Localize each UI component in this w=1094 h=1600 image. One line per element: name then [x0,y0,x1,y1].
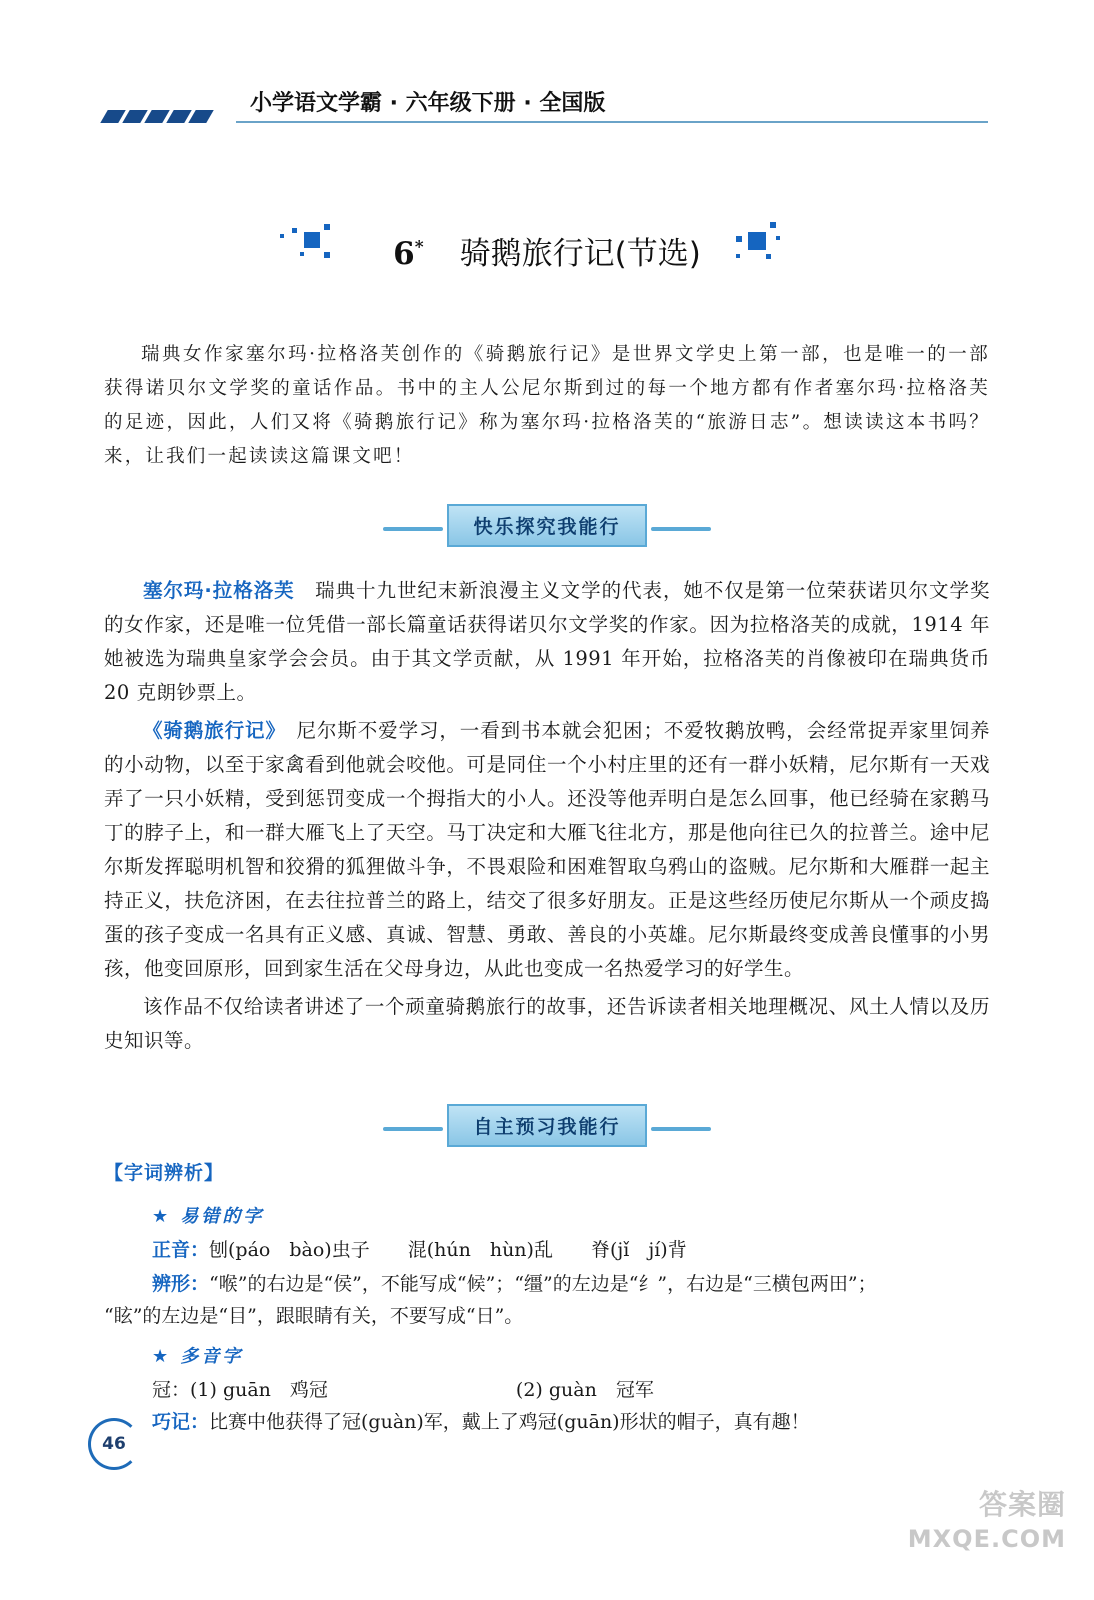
zhengyin-label: 正音： [152,1239,210,1261]
header-title: 小学语文学霸 · 六年级下册 · 全国版 [250,91,606,116]
polyphone-line: 冠：(1) guān 鸡冠 (2) guàn 冠军 [152,1379,654,1401]
lesson-number: 6* [393,236,424,272]
author-paragraph: 塞尔玛·拉格洛芙 瑞典十九世纪末新浪漫主义文学的代表，她不仅是第一位荣获诺贝尔文学奖的女作家，还是唯一位凭借一部长篇童话获得诺贝尔文学奖的作家。因为拉格洛芙的成就，1914 年她被选为瑞典皇家学会会员。由于其文学贡献，从 1991 年开始，拉格洛芙的肖像被印在瑞典货币 20 克朗钞票上。 [104,579,990,704]
banner-preview-label: 自主预习我能行 [447,1104,646,1147]
book-paragraph: 《骑鹅旅行记》 尼尔斯不爱学习，一看到书本就会犯困；不爱牧鹅放鸭，会经常捉弄家里饲养的小动物，以至于家禽看到他就会咬他。可是同住一个小村庄里的还有一群小妖精，尼尔斯有一天戏弄了一只小妖精，受到惩罚变成一个拇指大的小人。还没等他弄明白是怎么回事，他已经骑在家鹅马丁的脖子上，和一群大雁飞上了天空。马丁决定和大雁飞往北方，那是他向往已久的拉普兰。途中尼尔斯发挥聪明机智和狡猾的狐狸做斗争，不畏艰险和困难智取乌鸦山的盗贼。尼尔斯和大雁群一起主持正义，扶危济困，在去往拉普兰的路上，结交了很多好朋友。正是这些经历使尼尔斯从一个顽皮捣蛋的孩子变成一名具有正义感、真诚、智慧、勇敢、善良的小英雄。尼尔斯最终变成善良懂事的小男孩，他变回原形，回到家生活在父母身边，从此也变成一名热爱学习的好学生。 [104,719,990,980]
bianxing-line-2: “眩”的左边是“目”，跟眼睛有关，不要写成“日”。 [104,1305,524,1327]
author-keyword: 塞尔玛·拉格洛芙 [143,579,295,602]
banner-explore [0,504,1094,547]
closing-paragraph: 该作品不仅给读者讲述了一个顽童骑鹅旅行的故事，还告诉读者相关地理概况、风土人情以及历史知识等。 [104,995,990,1052]
page-number: 46 [88,1418,140,1470]
background-section [104,574,990,1058]
intro-paragraph: 瑞典女作家塞尔玛·拉格洛芙创作的《骑鹅旅行记》是世界文学史上第一部，也是唯一的一部获得诺贝尔文学奖的童话作品。书中的主人公尼尔斯到过的每一个地方都有作者塞尔玛·拉格洛芙的足迹，因此，人们又将《骑鹅旅行记》称为塞尔玛·拉格洛芙的“旅游日志”。想读读这本书吗？来，让我们一起读读这篇课文吧！ [104,344,990,467]
qiaoji-label: 巧记： [152,1411,210,1433]
book-keyword: 《骑鹅旅行记》 [143,719,277,742]
header-rule [236,121,988,123]
heading-error-chars: ★ 易错的字 [152,1206,265,1227]
header-decoration [104,108,214,127]
section-title: 【字词辨析】 [104,1162,225,1184]
lesson-title [0,228,1094,273]
banner-preview [0,1104,1094,1147]
bianxing-line: 辨形：“喉”的右边是“侯”，不能写成“候”；“缰”的左边是“纟”，右边是“三横包两田”； [152,1273,877,1295]
qiaoji-line: 巧记：比赛中他获得了冠(guàn)军，戴上了鸡冠(guān)形状的帽子，真有趣！ [152,1411,810,1433]
banner-explore-label: 快乐探究我能行 [447,504,646,547]
bianxing-label: 辨形： [152,1273,210,1295]
lesson-name: 骑鹅旅行记(节选) [459,236,701,272]
heading-polyphone: ★ 多音字 [152,1346,244,1367]
watermark: 答案圈 MXQE.COM [907,1488,1066,1553]
zhengyin-line: 正音：刨(páo bào)虫子 混(hún hùn)乱 脊(jǐ jí)背 [152,1239,687,1261]
